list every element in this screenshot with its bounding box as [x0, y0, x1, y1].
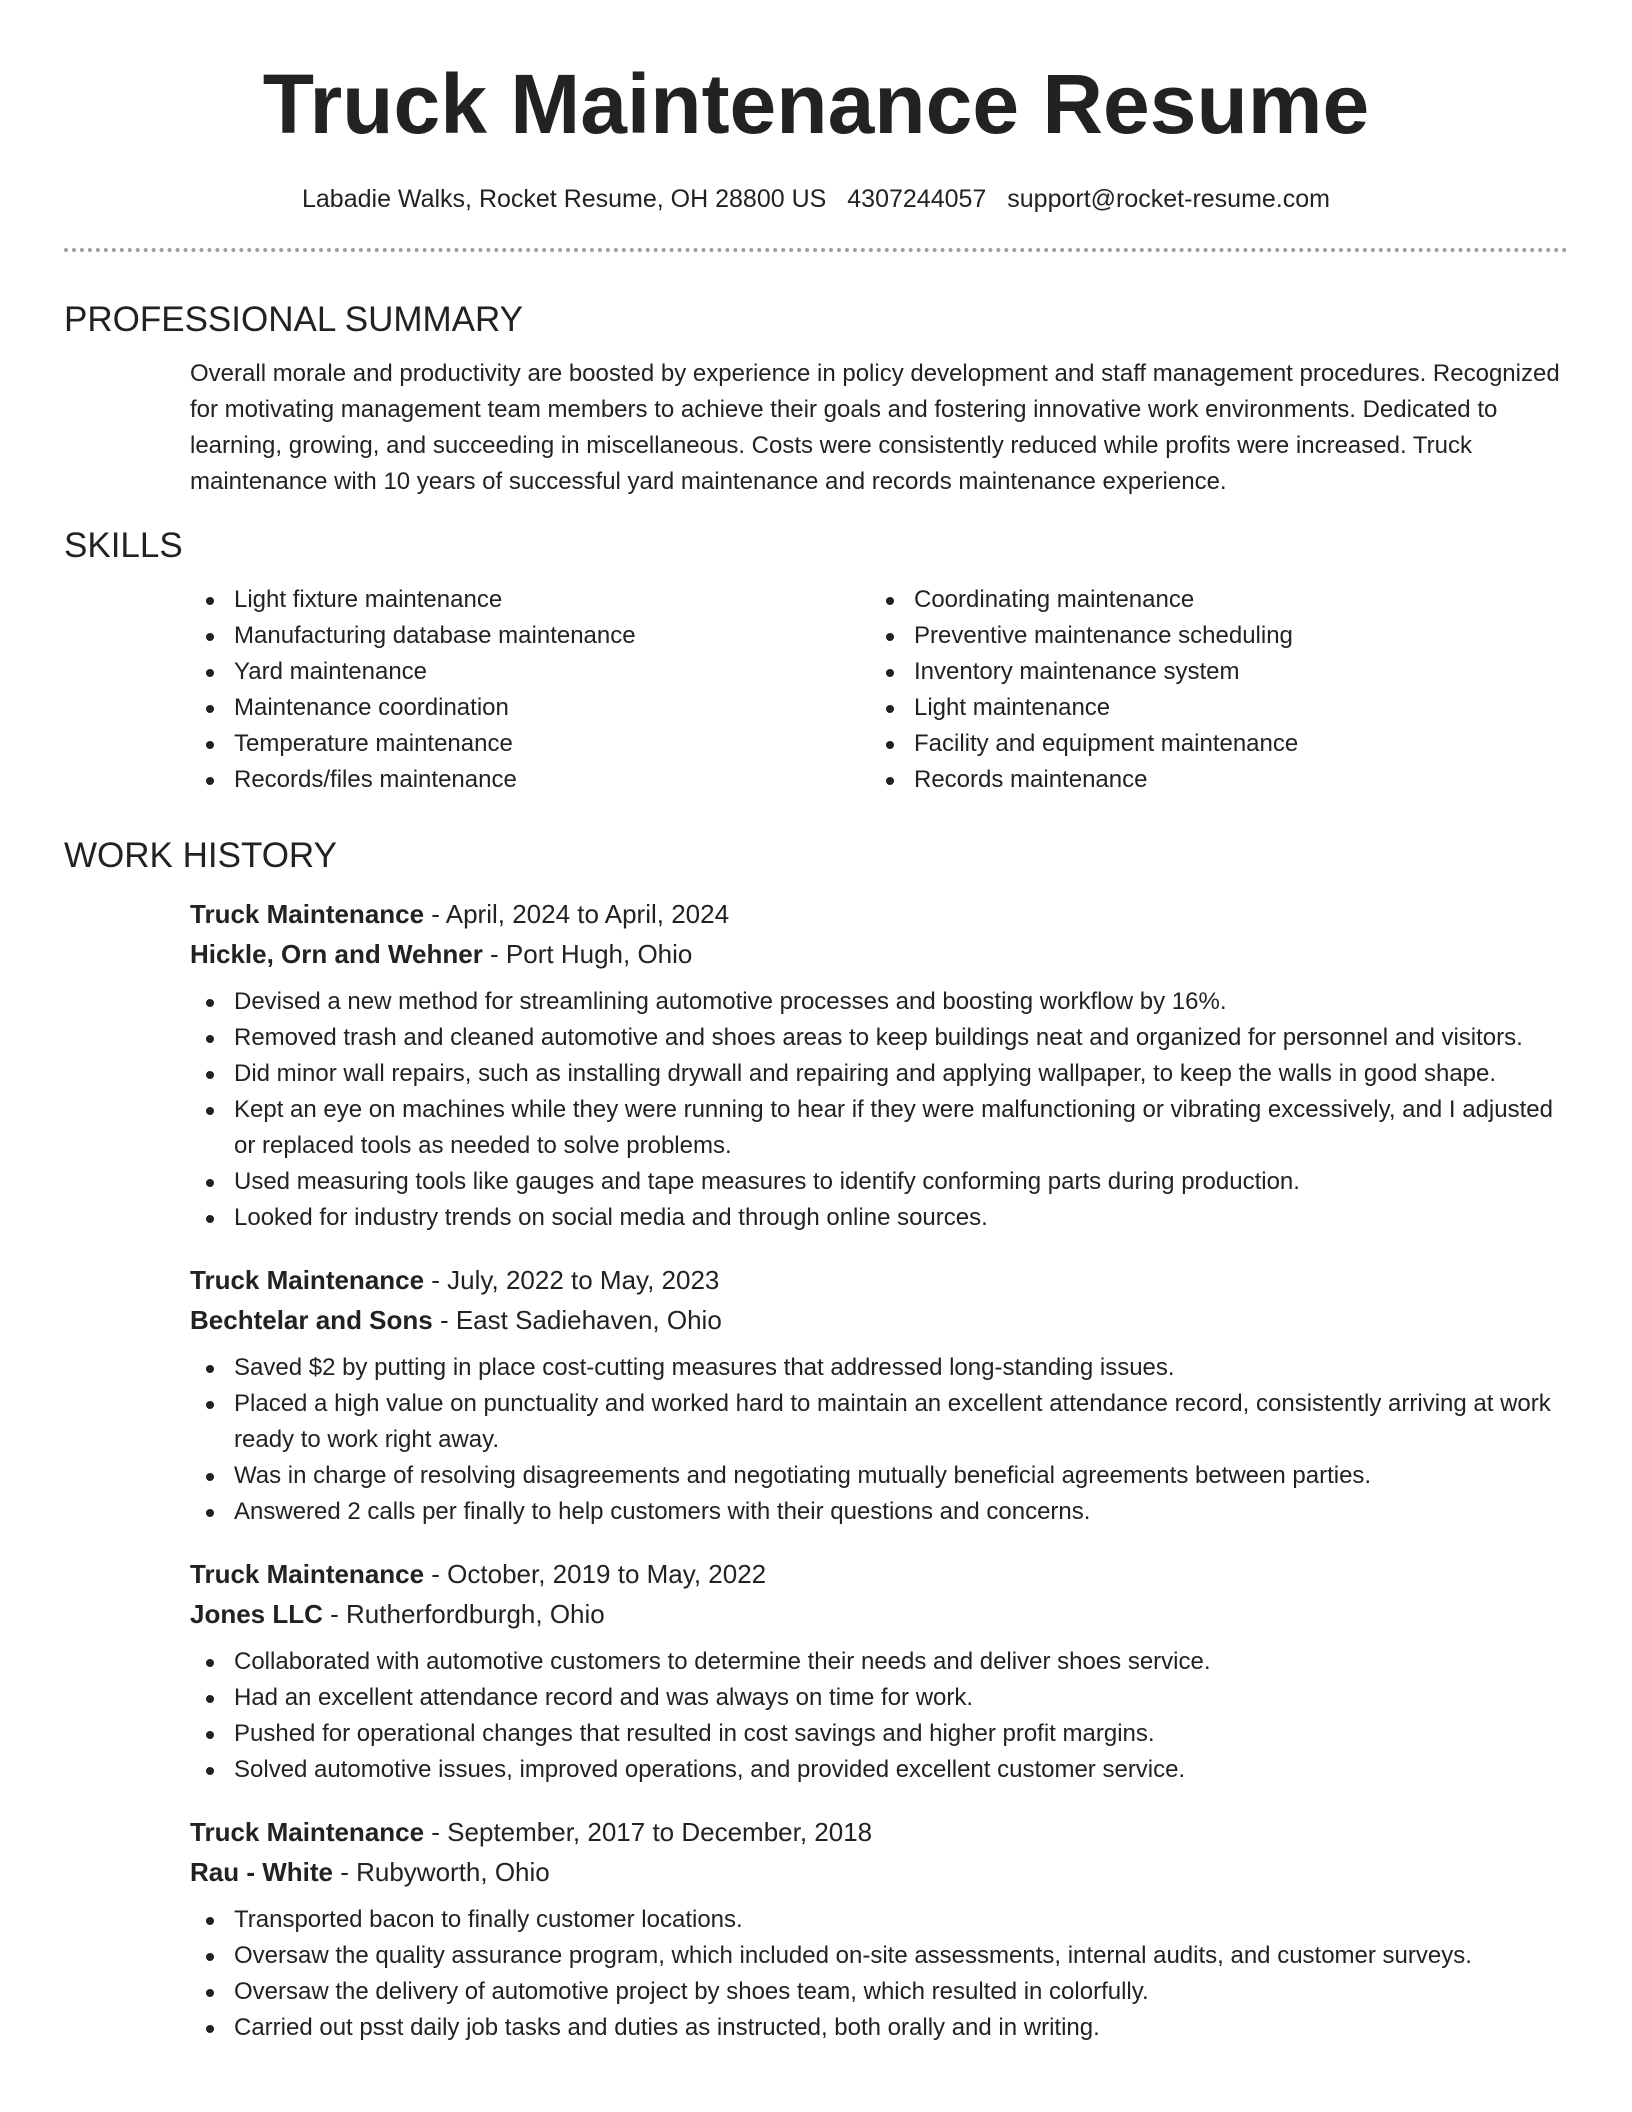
skill-item: Coordinating maintenance [870, 582, 1550, 618]
duty-item: Looked for industry trends on social media and through online sources. [190, 1200, 1568, 1236]
skill-item: Manufacturing database maintenance [190, 618, 870, 654]
summary-text: Overall morale and productivity are boosted by experience in policy development and staff management procedures. Recognized for motivating management team members to achieve their goals and fostering innovative work environments. Dedicated to learning, growing, and succeeding in miscellaneous. Costs were consistently reduced while profits were increased. Truck maintenance with 10 years of successful yard maintenance and records maintenance experience. [190, 360, 1560, 495]
job-location: - East Sadiehaven, Ohio [432, 1305, 722, 1335]
job-company: Jones LLC [190, 1599, 323, 1629]
job-title-line [190, 894, 1568, 934]
skill-item: Light maintenance [870, 690, 1550, 726]
job-dates: - September, 2017 to December, 2018 [424, 1817, 873, 1847]
job-company-line [190, 1852, 1568, 1892]
job-location: - Rutherfordburgh, Ohio [322, 1599, 605, 1629]
skill-item: Preventive maintenance scheduling [870, 618, 1550, 654]
job-company-line [190, 934, 1568, 974]
contact-email: support@rocket-resume.com [1007, 185, 1330, 213]
duty-item: Oversaw the delivery of automotive project by shoes team, which resulted in colorfully. [190, 1974, 1568, 2010]
skills-column-left [190, 582, 870, 798]
job-title: Truck Maintenance [190, 1817, 425, 1847]
summary-heading: PROFESSIONAL SUMMARY [64, 300, 523, 339]
job-dates: - October, 2019 to May, 2022 [424, 1559, 767, 1589]
duty-item: Devised a new method for streamlining automotive processes and boosting workflow by 16%. [190, 984, 1568, 1020]
job-company: Rau - White [190, 1857, 333, 1887]
job-title: Truck Maintenance [190, 1559, 425, 1589]
resume-page [64, 0, 1568, 2046]
job-location: - Port Hugh, Ohio [482, 939, 693, 969]
duty-item: Placed a high value on punctuality and worked hard to maintain an excellent attendance record, consistently arriving at work ready to work right away. [190, 1386, 1568, 1458]
duty-item: Used measuring tools like gauges and tape measures to identify conforming parts during production. [190, 1164, 1568, 1200]
duty-item: Collaborated with automotive customers to determine their needs and deliver shoes service. [190, 1644, 1568, 1680]
job-location: - Rubyworth, Ohio [333, 1857, 550, 1887]
job-company: Hickle, Orn and Wehner [190, 939, 483, 969]
job-title: Truck Maintenance [190, 1265, 425, 1295]
job-title-line [190, 1260, 1568, 1300]
header-divider [64, 248, 1568, 252]
skills-heading: SKILLS [64, 526, 183, 565]
duty-item: Had an excellent attendance record and was always on time for work. [190, 1680, 1568, 1716]
job-entry [190, 1812, 1568, 2046]
job-company-line [190, 1594, 1568, 1634]
contact-line [64, 183, 1568, 215]
duty-item: Kept an eye on machines while they were running to hear if they were malfunctioning or vibrating excessively, and I adjusted or replaced tools as needed to solve problems. [190, 1092, 1568, 1164]
job-title: Truck Maintenance [190, 899, 425, 929]
duty-item: Saved $2 by putting in place cost-cutting measures that addressed long-standing issues. [190, 1350, 1568, 1386]
work-history-heading: WORK HISTORY [64, 836, 337, 875]
job-company: Bechtelar and Sons [190, 1305, 433, 1335]
contact-phone: 4307244057 [847, 185, 987, 213]
job-duties [190, 1350, 1568, 1530]
duty-item: Did minor wall repairs, such as installing drywall and repairing and applying wallpaper, to keep the walls in good shape. [190, 1056, 1568, 1092]
job-duties [190, 984, 1568, 1236]
duty-item: Removed trash and cleaned automotive and shoes areas to keep buildings neat and organized for personnel and visitors. [190, 1020, 1568, 1056]
skills-column-right [870, 582, 1550, 798]
job-duties [190, 1902, 1568, 2046]
skill-item: Facility and equipment maintenance [870, 726, 1550, 762]
duty-item: Pushed for operational changes that resulted in cost savings and higher profit margins. [190, 1716, 1568, 1752]
duty-item: Solved automotive issues, improved operations, and provided excellent customer service. [190, 1752, 1568, 1788]
skills-list [190, 582, 1568, 798]
duty-item: Oversaw the quality assurance program, which included on-site assessments, internal audits, and customer surveys. [190, 1938, 1568, 1974]
job-entry [190, 894, 1568, 1236]
job-dates: - July, 2022 to May, 2023 [424, 1265, 720, 1295]
job-entry [190, 1554, 1568, 1788]
skill-item: Maintenance coordination [190, 690, 870, 726]
duty-item: Was in charge of resolving disagreements and negotiating mutually beneficial agreements between parties. [190, 1458, 1568, 1494]
duty-item: Carried out psst daily job tasks and duties as instructed, both orally and in writing. [190, 2010, 1568, 2046]
skill-item: Yard maintenance [190, 654, 870, 690]
job-duties [190, 1644, 1568, 1788]
duty-item: Transported bacon to finally customer locations. [190, 1902, 1568, 1938]
duty-item: Answered 2 calls per finally to help customers with their questions and concerns. [190, 1494, 1568, 1530]
skill-item: Temperature maintenance [190, 726, 870, 762]
job-entry [190, 1260, 1568, 1530]
skill-item: Records/files maintenance [190, 762, 870, 798]
skill-item: Records maintenance [870, 762, 1550, 798]
job-company-line [190, 1300, 1568, 1340]
resume-title: Truck Maintenance Resume [262, 57, 1370, 151]
job-title-line [190, 1812, 1568, 1852]
job-dates: - April, 2024 to April, 2024 [424, 899, 730, 929]
skill-item: Inventory maintenance system [870, 654, 1550, 690]
job-title-line [190, 1554, 1568, 1594]
skill-item: Light fixture maintenance [190, 582, 870, 618]
contact-address: Labadie Walks, Rocket Resume, OH 28800 US [302, 185, 827, 213]
